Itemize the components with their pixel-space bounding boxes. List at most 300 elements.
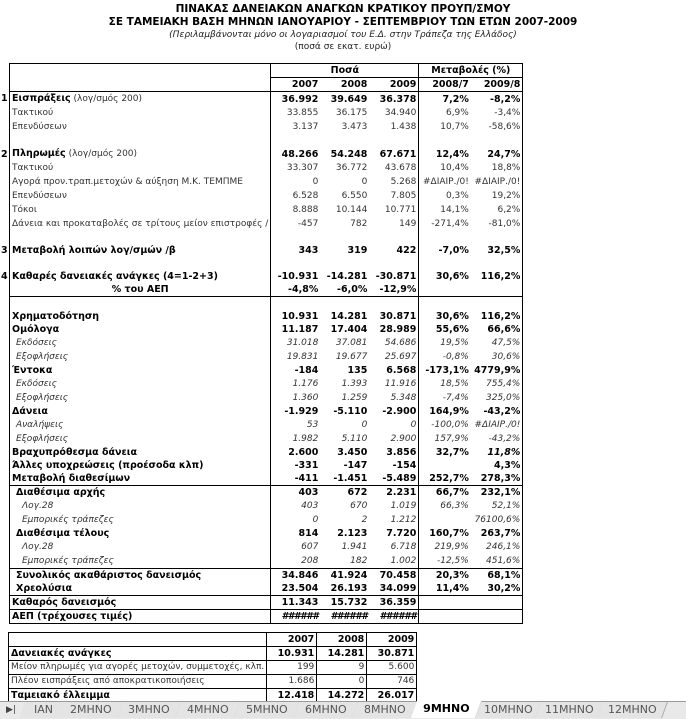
- row-label: [10, 364, 271, 377]
- spacer-cell: [471, 257, 523, 270]
- change-cell: 12,4%: [435, 148, 469, 160]
- row-label: [10, 189, 271, 203]
- summary-value: 14.272: [317, 689, 367, 703]
- row-label: [10, 283, 271, 297]
- amount-cell: 3.473: [341, 121, 368, 132]
- sheet-tab-bar: [0, 701, 686, 719]
- amount-cell: 6.528: [271, 189, 321, 203]
- row-label-text: Συνολικός ακαθάριστος δανεισμός: [16, 570, 202, 581]
- row-number: 1: [1, 93, 8, 105]
- row-label: [10, 147, 271, 161]
- row-number: [0, 596, 10, 610]
- spacer-cell: [369, 297, 419, 311]
- change-cell: [419, 513, 471, 527]
- row-number: [0, 610, 10, 624]
- spacer-cell: [471, 134, 523, 147]
- row-number: [0, 203, 10, 217]
- change-cell: 30,6%: [471, 350, 523, 364]
- amount-cell: 1.259: [341, 392, 368, 403]
- row-number: [0, 120, 10, 134]
- table-row: [0, 527, 523, 540]
- row-label-text: Εκδόσεις: [16, 338, 57, 348]
- row-label-text: Εκδόσεις: [16, 379, 57, 389]
- table-row: [0, 323, 523, 336]
- row-label: [10, 418, 271, 432]
- change-cell: 19,5%: [440, 337, 469, 348]
- spacer-cell: [0, 231, 10, 244]
- table-row: [0, 432, 523, 446]
- spacer-cell: [10, 134, 271, 147]
- row-number: [0, 499, 10, 513]
- change-cell: #ΔΙΑΙΡ./0!: [471, 175, 523, 189]
- row-number: [0, 391, 10, 405]
- amount-cell: -5.110: [333, 406, 368, 417]
- spacer-cell: [271, 134, 321, 147]
- amount-cell: 10.931: [271, 310, 321, 323]
- amount-cell: 39.649: [330, 93, 368, 105]
- summary-header-row: [9, 633, 417, 647]
- row-number: [0, 459, 10, 472]
- amount-cell: 36.359: [369, 596, 419, 610]
- amount-cell: 0: [369, 418, 419, 432]
- amount-cell: 2.600: [271, 446, 321, 459]
- row-label: [10, 92, 271, 107]
- change-cell: 325,0%: [471, 391, 523, 405]
- spacer-cell: [271, 297, 321, 311]
- amount-cell: 2.231: [369, 486, 419, 500]
- row-label: [10, 432, 271, 446]
- amount-cell: 19.831: [271, 350, 321, 364]
- row-number: [0, 217, 10, 231]
- row-label-note: (λογ/σμός 200): [70, 94, 143, 104]
- amount-cell: 28.989: [369, 323, 419, 336]
- spacer-cell: [471, 231, 523, 244]
- change-cell: 10,7%: [440, 121, 469, 132]
- sheet-tab-6mhno[interactable]: [293, 702, 359, 718]
- change-cell: 263,7%: [471, 527, 523, 540]
- amount-cell: 31.018: [271, 336, 321, 350]
- spacer-cell: [320, 134, 369, 147]
- table-row: [0, 554, 523, 569]
- spacer-cell: [10, 257, 271, 270]
- amount-cell: 7.720: [369, 527, 419, 540]
- spacer-row: [0, 134, 523, 147]
- change-cell: [419, 610, 471, 624]
- amount-cell: 10.144: [335, 204, 368, 215]
- table-row: [0, 120, 523, 134]
- amount-cell: ######: [369, 610, 419, 624]
- table-row: [0, 486, 523, 500]
- row-label-text: Ομόλογα: [12, 324, 60, 335]
- table-row: [0, 147, 523, 161]
- amount-cell: 36.378: [369, 92, 419, 107]
- amount-cell: 34.846: [271, 569, 321, 583]
- amount-cell: -6,0%: [337, 284, 368, 295]
- table-row: [0, 310, 523, 323]
- amount-cell: 14.281: [330, 311, 368, 322]
- amount-cell: -4,8%: [271, 283, 321, 297]
- amount-cell: 1.176: [271, 377, 321, 391]
- summary-header-label: [9, 633, 267, 647]
- spacer-cell: [369, 257, 419, 270]
- row-label: [10, 554, 271, 569]
- column-header: 2008: [320, 78, 369, 92]
- change-cell: 66,6%: [471, 323, 523, 336]
- amount-cell: 36.772: [335, 162, 368, 173]
- amount-cell: 33.307: [271, 161, 321, 175]
- change-cell: 55,6%: [435, 324, 469, 335]
- spacer-cell: [419, 134, 471, 147]
- amount-cell: 2.123: [337, 528, 368, 539]
- change-cell: 47,5%: [471, 336, 523, 350]
- row-number: [0, 323, 10, 336]
- change-cell: 7,2%: [442, 93, 469, 105]
- sheet-tab-label: 10MHNO: [483, 703, 533, 716]
- amount-cell: 10.771: [369, 203, 419, 217]
- row-label: [10, 350, 271, 364]
- summary-value: 26.017: [367, 689, 417, 703]
- change-cell: 6,2%: [471, 203, 523, 217]
- change-cell: 18,5%: [440, 378, 469, 389]
- amount-cell: 135: [347, 365, 368, 376]
- sheet-tab-label: 3MHNO: [128, 703, 170, 716]
- row-label: [10, 244, 271, 257]
- row-label-text: Λογ.28: [22, 542, 54, 552]
- summary-column-header: 2009: [367, 633, 417, 647]
- row-label-text: Μεταβολή λοιπών λογ/σμών /β: [12, 245, 176, 256]
- change-cell: 232,1%: [471, 486, 523, 500]
- title-units: (ποσά σε εκατ. ευρώ): [294, 42, 392, 52]
- row-number: [0, 446, 10, 459]
- spacer-cell: [419, 297, 471, 311]
- sheet-tab-label: 11MHNO: [544, 703, 594, 716]
- amount-cell: -154: [369, 459, 419, 472]
- row-number: [0, 106, 10, 120]
- change-cell: 0,3%: [445, 190, 469, 201]
- change-cell: -12,5%: [437, 555, 469, 566]
- amount-cell: -457: [271, 217, 321, 231]
- title-line-1: ΠΙΝΑΚΑΣ ΔΑΝΕΙΑΚΩΝ ΑΝΑΓΚΩΝ ΚΡΑΤΙΚΟΥ ΠΡΟΥΠ/ΣΜΟΥ: [175, 3, 511, 15]
- row-label: [10, 472, 271, 486]
- change-cell: 157,9%: [434, 433, 469, 444]
- summary-value: 1.686: [267, 675, 317, 689]
- amount-cell: -5.489: [369, 472, 419, 486]
- row-label-text: Πληρωμές: [12, 148, 66, 159]
- row-label-text: Εξοφλήσεις: [16, 352, 69, 362]
- summary-value: 14.281: [317, 647, 367, 661]
- row-label-text: Δάνεια και προκαταβολές σε τρίτους μείον επιστροφές /: [12, 219, 269, 229]
- amount-cell: 182: [350, 555, 368, 566]
- summary-value: 12.418: [267, 689, 317, 703]
- change-cell: 11,4%: [435, 583, 469, 594]
- change-cell: -43,2%: [471, 432, 523, 446]
- row-label: [10, 106, 271, 120]
- table-row: [0, 270, 523, 283]
- table-row: [0, 405, 523, 418]
- table-row: [0, 377, 523, 391]
- change-cell: 755,4%: [471, 377, 523, 391]
- amount-cell: 1.982: [271, 432, 321, 446]
- amount-cell: 1.941: [341, 541, 368, 552]
- amount-cell: 23.504: [271, 582, 321, 596]
- amount-cell: -10.931: [271, 270, 321, 283]
- amount-cell: -411: [271, 472, 321, 486]
- amount-cell: 33.855: [271, 106, 321, 120]
- change-cell: 68,1%: [471, 569, 523, 583]
- amount-cell: 2: [361, 514, 368, 525]
- change-cell: 451,6%: [471, 554, 523, 569]
- row-number: [0, 405, 10, 418]
- summary-value: 0: [317, 675, 367, 689]
- row-label-text: Καθαρές δανειακές ανάγκες (4=1-2+3): [12, 271, 218, 282]
- spacer-row: [0, 231, 523, 244]
- change-cell: 116,2%: [471, 270, 523, 283]
- table-row: [0, 364, 523, 377]
- row-label: [10, 377, 271, 391]
- row-label-text: Διαθέσιμα τέλους: [16, 528, 110, 539]
- amount-cell: 3.137: [271, 120, 321, 134]
- change-cell: 19,2%: [471, 189, 523, 203]
- row-label-text: Διαθέσιμα αρχής: [16, 487, 106, 498]
- spacer-cell: [419, 231, 471, 244]
- row-label: [10, 270, 271, 283]
- row-number: [0, 527, 10, 540]
- row-number: [0, 283, 10, 297]
- change-cell: -81,0%: [471, 217, 523, 231]
- change-cell: 32,5%: [471, 244, 523, 257]
- row-label-text: Εξοφλήσεις: [16, 434, 69, 444]
- summary-value: 9: [317, 661, 367, 675]
- amount-cell: 19.677: [335, 351, 368, 362]
- table-row: [0, 569, 523, 583]
- sheet-tab-label: 8MHNO: [363, 703, 406, 716]
- change-cell: -7,4%: [442, 392, 469, 403]
- amount-cell: 343: [271, 244, 321, 257]
- spacer-cell: [10, 297, 271, 311]
- row-label: [10, 513, 271, 527]
- amount-cell: 1.002: [369, 554, 419, 569]
- row-number: [0, 418, 10, 432]
- row-number: [0, 336, 10, 350]
- row-number: [0, 513, 10, 527]
- summary-row-label: Δανειακές ανάγκες: [9, 647, 267, 661]
- row-label-text: Εμπορικές τράπεζες: [22, 515, 114, 525]
- amount-cell: 67.671: [369, 147, 419, 161]
- spacer-cell: [419, 257, 471, 270]
- row-number: [0, 377, 10, 391]
- spacer-cell: [320, 231, 369, 244]
- change-cell: 30,6%: [435, 311, 469, 322]
- change-cell: 14,1%: [440, 204, 469, 215]
- row-label-note: (λογ/σμός 200): [65, 149, 138, 159]
- row-label: [10, 203, 271, 217]
- row-label: [10, 569, 271, 583]
- summary-value: 5.600: [367, 661, 417, 675]
- amount-cell: 422: [369, 244, 419, 257]
- change-cell: [419, 283, 471, 297]
- sheet-tab-5mhno[interactable]: [234, 702, 300, 718]
- summary-column-header: 2007: [267, 633, 317, 647]
- amount-cell: 0: [361, 176, 368, 187]
- spacer-cell: [271, 257, 321, 270]
- sheet-tab-2mhno[interactable]: [59, 702, 124, 718]
- row-label-text: Εισπράξεις: [12, 93, 71, 104]
- row-label-text: Χρεολύσια: [16, 583, 72, 594]
- header-label-cell: [10, 78, 271, 92]
- amount-cell: 6.718: [369, 540, 419, 554]
- spacer-row: [0, 257, 523, 270]
- sheet-tab-9mhno[interactable]: [411, 701, 482, 718]
- table-row: [0, 391, 523, 405]
- row-number: [0, 540, 10, 554]
- amount-cell: -14.281: [326, 271, 368, 282]
- summary-row-label: Μείον πληρωμές για αγορές μετοχών, συμμετοχές, κλπ.: [9, 661, 267, 675]
- spacer-cell: [471, 297, 523, 311]
- sheet-tab-label: 4MHNO: [186, 703, 229, 716]
- amount-cell: 15.732: [320, 596, 369, 610]
- sheet-tab-label: 5MHNO: [245, 703, 288, 716]
- amount-cell: 319: [347, 245, 368, 256]
- row-label: [10, 120, 271, 134]
- spacer-cell: [320, 297, 369, 311]
- sheet-tab-label: 12MHNO: [607, 703, 657, 716]
- amount-cell: ######: [320, 610, 369, 624]
- amount-cell: 782: [350, 218, 368, 229]
- table-row: [0, 472, 523, 486]
- amount-cell: 672: [320, 486, 369, 500]
- change-cell: [471, 283, 523, 297]
- change-cell: -8,2%: [471, 92, 523, 107]
- table-row: [0, 459, 523, 472]
- change-cell: -43,2%: [471, 405, 523, 418]
- row-label-text: ΑΕΠ (τρέχουσες τιμές): [12, 611, 133, 622]
- amount-cell: 37.081: [335, 337, 368, 348]
- sheet-tab-label: IAN: [33, 703, 53, 716]
- amount-cell: 8.888: [271, 203, 321, 217]
- amount-cell: 5.110: [341, 433, 368, 444]
- row-label-text: Βραχυπρόθεσμα δάνεια: [12, 447, 138, 458]
- change-cell: 30,6%: [435, 271, 469, 282]
- row-label-text: Επενδύσεων: [12, 122, 67, 132]
- spacer-cell: [0, 257, 10, 270]
- change-cell: -271,4%: [431, 218, 469, 229]
- column-header: 2007: [271, 78, 321, 92]
- amount-cell: 54.248: [330, 148, 368, 160]
- header-group-changes: Μεταβολές (%): [419, 64, 523, 78]
- amount-cell: 0: [271, 175, 321, 189]
- amount-cell: -30.871: [369, 270, 419, 283]
- amount-cell: -12,9%: [369, 283, 419, 297]
- change-cell: 246,1%: [471, 540, 523, 554]
- summary-row-label: Πλέον εισπράξεις από αποκρατικοποιήσεις: [9, 675, 267, 689]
- amount-cell: 5.348: [369, 391, 419, 405]
- change-cell: -173,1%: [425, 365, 469, 376]
- amount-cell: 208: [271, 554, 321, 569]
- table-row: [0, 161, 523, 175]
- sheet-tab-label: 6MHNO: [304, 703, 347, 716]
- summary-value: 30.871: [367, 647, 417, 661]
- spacer-cell: [0, 297, 10, 311]
- row-label-text: Αναλήψεις: [16, 420, 64, 430]
- amount-cell: -331: [271, 459, 321, 472]
- sheet-tab-4mhno[interactable]: [175, 702, 241, 718]
- row-label: [10, 499, 271, 513]
- row-label-text: Τακτικού: [12, 108, 54, 118]
- sheet-tab-3mhno[interactable]: [117, 702, 182, 718]
- amount-cell: -1.929: [271, 405, 321, 418]
- header-spacer: [0, 64, 10, 78]
- amount-cell: 1.393: [341, 378, 368, 389]
- sheet-tab-12mhno[interactable]: [597, 702, 668, 718]
- row-label: [10, 161, 271, 175]
- table-row: [0, 350, 523, 364]
- amount-cell: 43.678: [369, 161, 419, 175]
- row-number: [0, 161, 10, 175]
- row-label-text: Μεταβολή διαθεσίμων: [12, 473, 131, 484]
- row-label: [10, 323, 271, 336]
- change-cell: 18,8%: [471, 161, 523, 175]
- summary-table: [8, 632, 417, 703]
- sheet-tab-8mhno[interactable]: [352, 702, 418, 718]
- amount-cell: 1.438: [369, 120, 419, 134]
- amount-cell: 54.686: [369, 336, 419, 350]
- change-cell: -0,8%: [442, 351, 469, 362]
- change-cell: [471, 596, 523, 610]
- row-label-text: Χρηματοδότηση: [12, 311, 100, 322]
- table-row: [0, 244, 523, 257]
- row-label-text: Λογ.28: [22, 501, 54, 511]
- table-row: [0, 106, 523, 120]
- last-sheet-nav-icon[interactable]: ▶|: [6, 705, 16, 715]
- spacer-cell: [369, 231, 419, 244]
- row-number: 4: [1, 271, 8, 282]
- row-label-text: Τακτικού: [12, 163, 54, 173]
- amount-cell: 814: [271, 527, 321, 540]
- row-label-text: Καθαρός δανεισμός: [12, 597, 117, 608]
- table-row: [0, 92, 523, 107]
- amount-cell: 403: [271, 499, 321, 513]
- change-cell: 278,3%: [471, 472, 523, 486]
- amount-cell: 11.916: [369, 377, 419, 391]
- amount-cell: 2.900: [369, 432, 419, 446]
- amount-cell: 3.450: [337, 447, 368, 458]
- row-label: [10, 310, 271, 323]
- spacer-cell: [369, 134, 419, 147]
- change-cell: 160,7%: [429, 528, 469, 539]
- row-label-text: Τόκοι: [12, 205, 37, 215]
- change-cell: 24,7%: [471, 147, 523, 161]
- row-number: 3: [1, 245, 8, 256]
- spacer-cell: [10, 231, 271, 244]
- sheet-tab-10mhno[interactable]: [475, 702, 542, 718]
- change-cell: 164,9%: [429, 406, 469, 417]
- change-cell: 6,9%: [445, 107, 469, 118]
- change-cell: [419, 596, 471, 610]
- amount-cell: 70.458: [369, 569, 419, 583]
- change-cell: 219,9%: [434, 541, 469, 552]
- change-cell: -58,6%: [471, 120, 523, 134]
- table-row: [0, 610, 523, 624]
- header-year-row: [0, 78, 523, 92]
- change-cell: -100,0%: [431, 419, 469, 430]
- table-row: [0, 283, 523, 297]
- row-number: [0, 189, 10, 203]
- spacer-cell: [320, 257, 369, 270]
- amount-cell: ######: [271, 610, 321, 624]
- table-row: [0, 596, 523, 610]
- change-cell: 116,2%: [471, 310, 523, 323]
- sheet-tab-11mhno[interactable]: [535, 702, 604, 718]
